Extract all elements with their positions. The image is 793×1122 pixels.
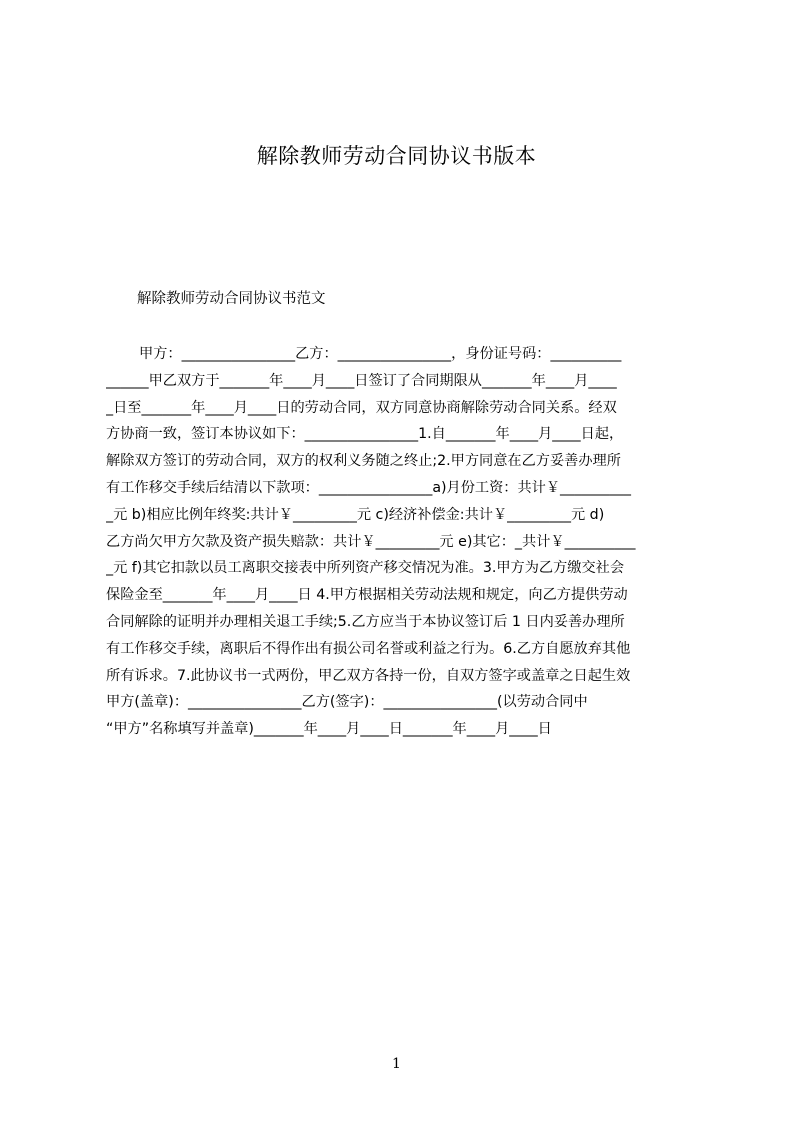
body-line: 乙方尚欠甲方欠款及资产损失赔款：共计￥_________元 e)其它：_共计￥__________: [106, 533, 636, 550]
body-line: 有工作移交手续，离职后不得作出有损公司名誉或利益之行为。6.乙方自愿放弃其他: [106, 640, 631, 657]
document-subheading: 解除教师劳动合同协议书范文: [137, 291, 326, 307]
body-line: 甲方(盖章)：________________乙方(签字)：________________(以劳动合同中: [106, 694, 588, 711]
body-line: 方协商一致，签订本协议如下：________________1.自_______年____月____日起，: [106, 426, 624, 443]
body-line: 有工作移交手续后结清以下款项：________________a)月份工资：共计￥__________: [106, 479, 631, 496]
body-line: _日至_______年____月____日的劳动合同，双方同意协商解除劳动合同关系。经双: [106, 399, 617, 416]
body-line: “甲方”名称填写并盖章)_______年____月____日_______年____月____日: [106, 721, 552, 738]
body-line: 保险金至_______年____月____日 4.甲方根据相关劳动法规和规定，向乙方提供劳动: [106, 587, 628, 604]
body-line: 合同解除的证明并办理相关退工手续;5.乙方应当于本协议签订后 1 日内妥善办理所: [106, 613, 625, 630]
body-line: ______甲乙双方于_______年____月____日签订了合同期限从_______年____月____: [106, 372, 617, 389]
body-line: 甲方：________________乙方：________________，身份证号码：__________: [139, 346, 622, 362]
body-line: 所有诉求。7.此协议书一式两份，甲乙双方各持一份，自双方签字或盖章之日起生效: [106, 667, 631, 684]
body-line: _元 f)其它扣款以员工离职交接表中所列资产移交情况为准。3.甲方为乙方缴交社会: [106, 560, 625, 577]
body-line: 解除双方签订的劳动合同，双方的权利义务随之终止;2.甲方同意在乙方妥善办理所: [106, 453, 621, 470]
page-number: 1: [392, 1056, 401, 1072]
body-line: _元 b)相应比例年终奖:共计￥_________元 c)经济补偿金:共计￥_________元 d): [106, 506, 605, 523]
document-title: 解除教师劳动合同协议书版本: [256, 144, 537, 168]
agreement-body: [106, 341, 700, 743]
